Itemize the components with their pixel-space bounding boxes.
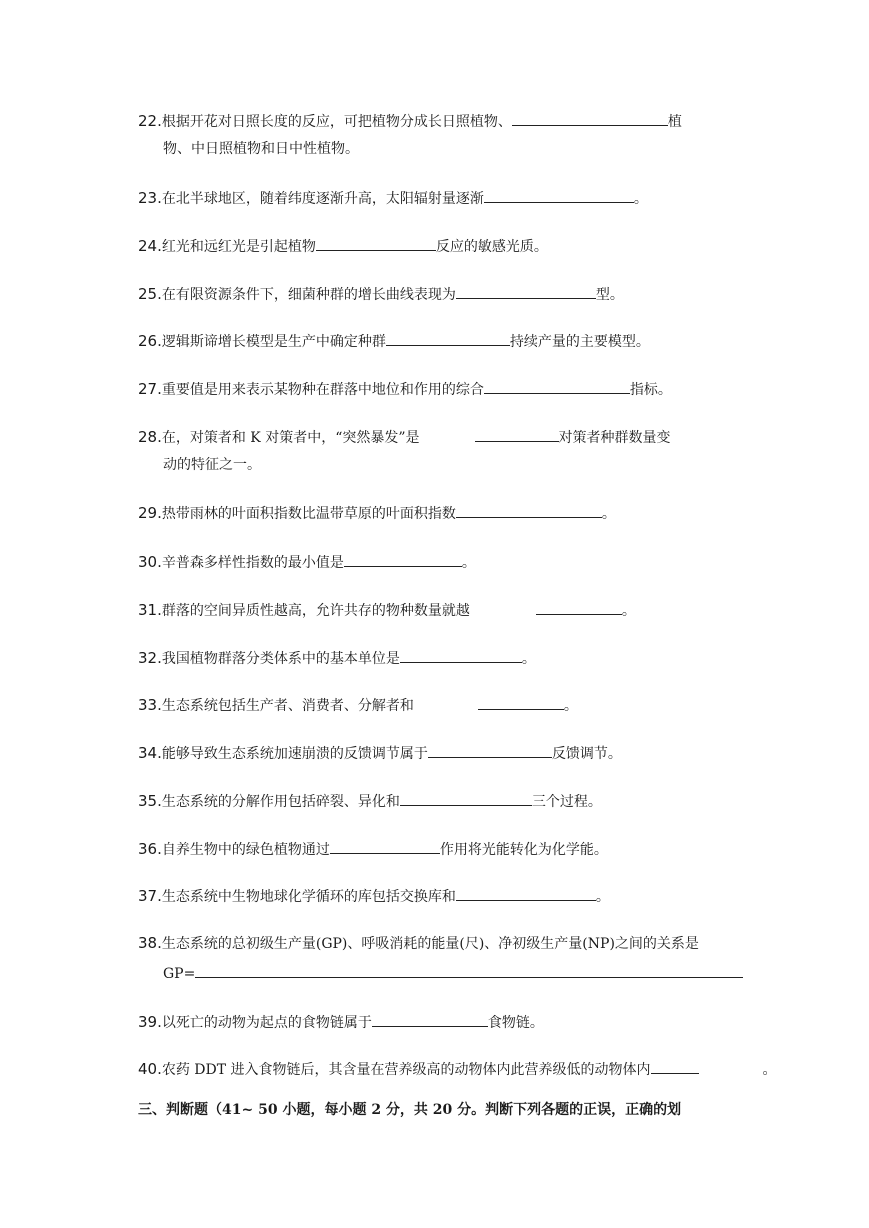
answer-blank[interactable] — [484, 378, 630, 394]
question-text-after: 。 — [621, 603, 636, 619]
question-number: 38. — [138, 934, 162, 952]
question-23 — [138, 187, 648, 209]
question-text-after: 食物链。 — [487, 1015, 544, 1031]
question-number: 34. — [138, 744, 162, 762]
question-30 — [138, 551, 476, 573]
question-text: 根据开花对日照长度的反应，可把植物分成长日照植物、 — [161, 114, 512, 130]
question-text: 在，对策者和 K 对策者中，“突然暴发”是 — [161, 430, 420, 446]
question-text-after: 。 — [762, 1062, 777, 1078]
question-text-after: 。 — [563, 698, 578, 714]
question-text: 群落的空间异质性越高，允许共存的物种数量就越 — [161, 603, 470, 619]
answer-blank[interactable] — [428, 742, 552, 758]
answer-blank[interactable] — [536, 599, 622, 615]
section-heading: 三、判断题（41~ 50 小题，每小题 2 分，共 20 分。判断下列各题的正误，正确的划 — [138, 1102, 682, 1118]
question-text: 我国植物群落分类体系中的基本单位是 — [161, 651, 400, 667]
question-text-after: 。 — [521, 651, 536, 667]
question-number: 39. — [138, 1013, 162, 1031]
answer-blank[interactable] — [372, 1011, 488, 1027]
question-number: 25. — [138, 285, 162, 303]
question-text-after: 指标。 — [629, 382, 672, 398]
question-text: 在北半球地区，随着纬度逐渐升高，太阳辐射量逐渐 — [161, 191, 484, 207]
question-number: 40. — [138, 1060, 162, 1078]
question-text-after: 作用将光能转化为化学能。 — [439, 842, 608, 858]
question-35 — [138, 790, 602, 812]
question-text-after: 三个过程。 — [531, 794, 602, 810]
question-33 — [138, 694, 578, 716]
question-text: 红光和远红光是引起植物 — [161, 239, 316, 255]
answer-blank[interactable] — [512, 110, 668, 126]
answer-blank[interactable] — [456, 283, 596, 299]
question-text: 以死亡的动物为起点的食物链属于 — [161, 1015, 372, 1031]
question-text-after: 型。 — [595, 287, 624, 303]
answer-blank[interactable] — [400, 790, 532, 806]
question-text: 生态系统包括生产者、消费者、分解者和 — [161, 698, 414, 714]
question-number: 32. — [138, 649, 162, 667]
question-number: 36. — [138, 840, 162, 858]
question-text: 能够导致生态系统加速崩溃的反馈调节属于 — [161, 746, 428, 762]
question-number: 26. — [138, 332, 162, 350]
question-25 — [138, 283, 624, 305]
question-text: 热带雨林的叶面积指数比温带草原的叶面积指数 — [161, 506, 456, 522]
question-number: 35. — [138, 792, 162, 810]
question-39 — [138, 1011, 544, 1033]
question-29 — [138, 502, 616, 524]
question-38 — [138, 933, 699, 954]
answer-blank[interactable] — [344, 551, 462, 567]
question-text: 生态系统的分解作用包括碎裂、异化和 — [161, 794, 400, 810]
question-28-continuation: 动的特征之一。 — [163, 457, 261, 473]
question-text-after: 反馈调节。 — [551, 746, 622, 762]
question-number: 37. — [138, 887, 162, 905]
question-22 — [138, 110, 682, 132]
answer-blank[interactable] — [400, 647, 522, 663]
question-31 — [138, 599, 636, 621]
question-number: 29. — [138, 504, 162, 522]
question-text: 辛普森多样性指数的最小值是 — [161, 555, 344, 571]
question-text-after: 。 — [633, 191, 648, 207]
answer-blank[interactable] — [484, 187, 634, 203]
answer-blank[interactable] — [386, 330, 510, 346]
question-text-after: 反应的敏感光质。 — [435, 239, 548, 255]
question-text-after: 。 — [461, 555, 476, 571]
question-text-after: 对策者种群数量变 — [558, 430, 671, 446]
question-number: 33. — [138, 696, 162, 714]
question-text: 在有限资源条件下，细菌种群的增长曲线表现为 — [161, 287, 456, 303]
question-text: 农药 DDT 进入食物链后，其含量在营养级高的动物体内此营养级低的动物体内 — [161, 1062, 651, 1078]
answer-blank[interactable] — [316, 235, 436, 251]
question-38-continuation — [163, 962, 743, 984]
question-text: 生态系统中生物地球化学循环的库包括交换库和 — [161, 889, 456, 905]
question-text-after: 持续产量的主要模型。 — [509, 334, 650, 350]
question-text-after: 植 — [667, 114, 682, 130]
question-32 — [138, 647, 536, 669]
question-40 — [138, 1058, 777, 1080]
question-text: 逻辑斯谛增长模型是生产中确定种群 — [161, 334, 386, 350]
question-number: 24. — [138, 237, 162, 255]
question-22-continuation: 物、中日照植物和日中性植物。 — [163, 141, 359, 157]
answer-blank[interactable] — [330, 838, 440, 854]
question-26 — [138, 330, 650, 352]
question-24 — [138, 235, 548, 257]
question-28 — [138, 426, 671, 448]
question-text: 生态系统的总初级生产量(GP)、呼吸消耗的能量(尺)、净初级生产量(NP)之间的关系是 — [161, 936, 699, 952]
answer-blank[interactable] — [456, 885, 596, 901]
question-text: 重要值是用来表示某物种在群落中地位和作用的综合 — [161, 382, 484, 398]
question-text: 自养生物中的绿色植物通过 — [161, 842, 330, 858]
answer-blank[interactable] — [195, 962, 743, 978]
question-36 — [138, 838, 608, 860]
question-number: 22. — [138, 112, 162, 130]
answer-blank[interactable] — [456, 502, 602, 518]
formula-label: GP= — [163, 966, 196, 982]
question-text-after: 。 — [595, 889, 610, 905]
question-34 — [138, 742, 622, 764]
question-number: 30. — [138, 553, 162, 571]
question-number: 27. — [138, 380, 162, 398]
answer-blank[interactable] — [475, 426, 559, 442]
question-number: 31. — [138, 601, 162, 619]
answer-blank[interactable] — [478, 694, 564, 710]
question-number: 23. — [138, 189, 162, 207]
question-37 — [138, 885, 610, 907]
answer-blank[interactable] — [651, 1058, 699, 1074]
question-text-after: 。 — [601, 506, 616, 522]
question-number: 28. — [138, 428, 162, 446]
question-27 — [138, 378, 672, 400]
